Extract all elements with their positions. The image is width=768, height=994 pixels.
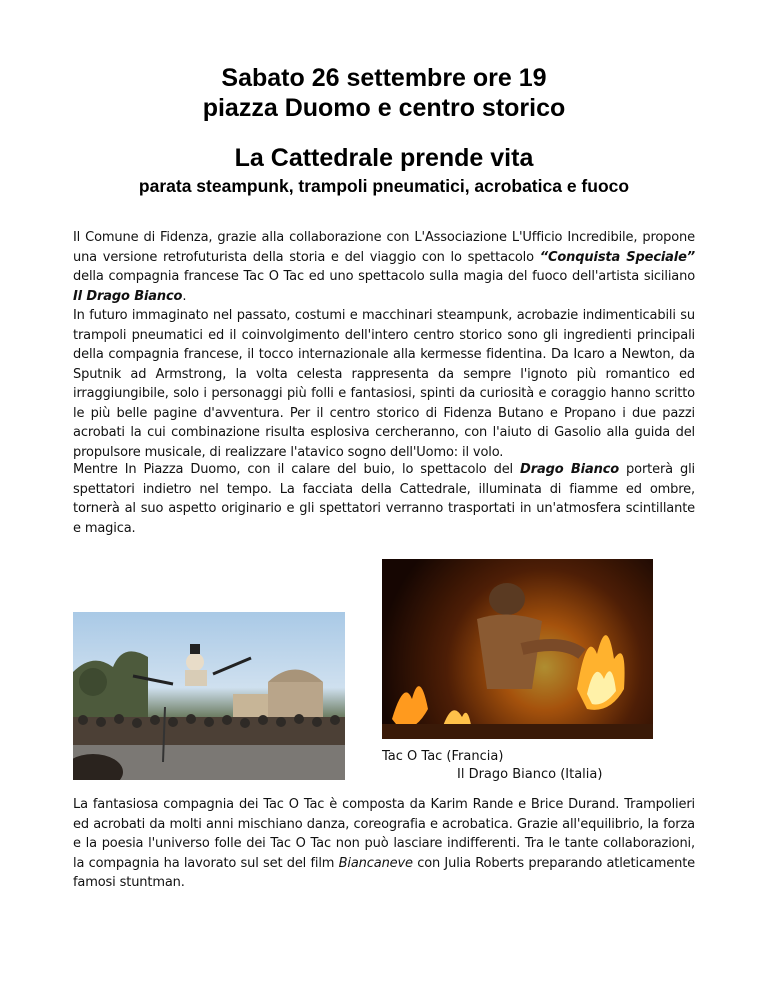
piazza-duomo-paragraph [73,460,695,538]
drago-bianco-photo [382,559,653,739]
duomo-text-a: Mentre In Piazza Duomo, con il calare del buio, lo spettacolo del [73,462,521,477]
company-text-a: La fantasiosa compagnia dei Tac O Tac è composta da Karim Rande e Brice Durand. Trampolieri ed acrobati da molti anni mischiano danza, coreografia e acrobatica. Grazie all'equilibrio, la forza e la poesia l'universo folle dei Tac O Tac non può lasciare indifferenti. Tra le tante collaborazioni, la compagnia ha lavorato sul set del film [73,797,695,871]
drago-bianco-name: Drago Bianco [520,462,620,477]
artist-name-drago-bianco: Il Drago Bianco [73,288,183,304]
intro-text-c: della compagnia francese Tac O Tac ed uno spettacolo sulla magia del fuoco dell'artista siciliano [73,269,695,284]
intro-text-e: . [182,288,187,304]
event-location-heading: piazza Duomo e centro storico [202,94,566,122]
steampunk-paragraph: In futuro immaginato nel passato, costumi e macchinari steampunk, acrobazie indimenticabili su trampoli pneumatici ed il coinvolgimento dell'intero centro storico sono gli ingredienti principali della compagnia francese, il tocco internazionale alla kermesse fidentina. Da Icaro a Newton, da Sputnik ad Armstrong, la volta celesta rappresenta da sempre l'ignoto più romantico ed irraggiungibile, solo i personaggi più folli e fantasiosi, spinti da curiosità e coraggio hanno scritto le più belle pagine d'avventura. Per il centro storico di Fidenza Butano e Propano i due pazzi acrobati la cui combinazione risulta esplosiva cercheranno, con l'aiuto di Gasolio alla guida del propulsore musicale, di realizzare l'atavico sogno dell'Uomo: il volo. [73,308,695,460]
intro-text-a: Il Comune di Fidenza, grazie alla collaborazione con L'Associazione L'Ufficio Incredibile, propone una versione retrofuturista della storia e del viaggio con lo spettacolo [73,230,695,265]
duomo-text-c: porterà gli spettatori indietro nel tempo. La facciata della Cattedrale, illuminata di fiamme ed ombre, tornerà al suo aspetto originario e gli spettatori verranno trasportati in un'atmosfera scintillante e magica. [73,462,695,536]
event-title: La Cattedrale prende vita [234,144,534,172]
event-subtitle: parata steampunk, trampoli pneumatici, acrobatica e fuoco [138,176,630,196]
show-title-conquista: “Conquista Speciale” [539,249,695,265]
caption-drago-bianco: Il Drago Bianco (Italia) [457,767,603,782]
event-date-heading: Sabato 26 settembre ore 19 [221,64,547,92]
company-text-c: con Julia Roberts preparando atleticamente famosi stuntman. [73,855,695,890]
intro-paragraph [73,228,695,306]
company-paragraph [73,795,695,893]
tac-o-tac-photo [73,612,345,780]
caption-tac-o-tac: Tac O Tac (Francia) [382,749,504,764]
fire-performer-illustration [382,559,653,739]
stilt-acrobat-illustration [73,612,345,780]
film-title-biancaneve: Biancaneve [338,855,413,871]
